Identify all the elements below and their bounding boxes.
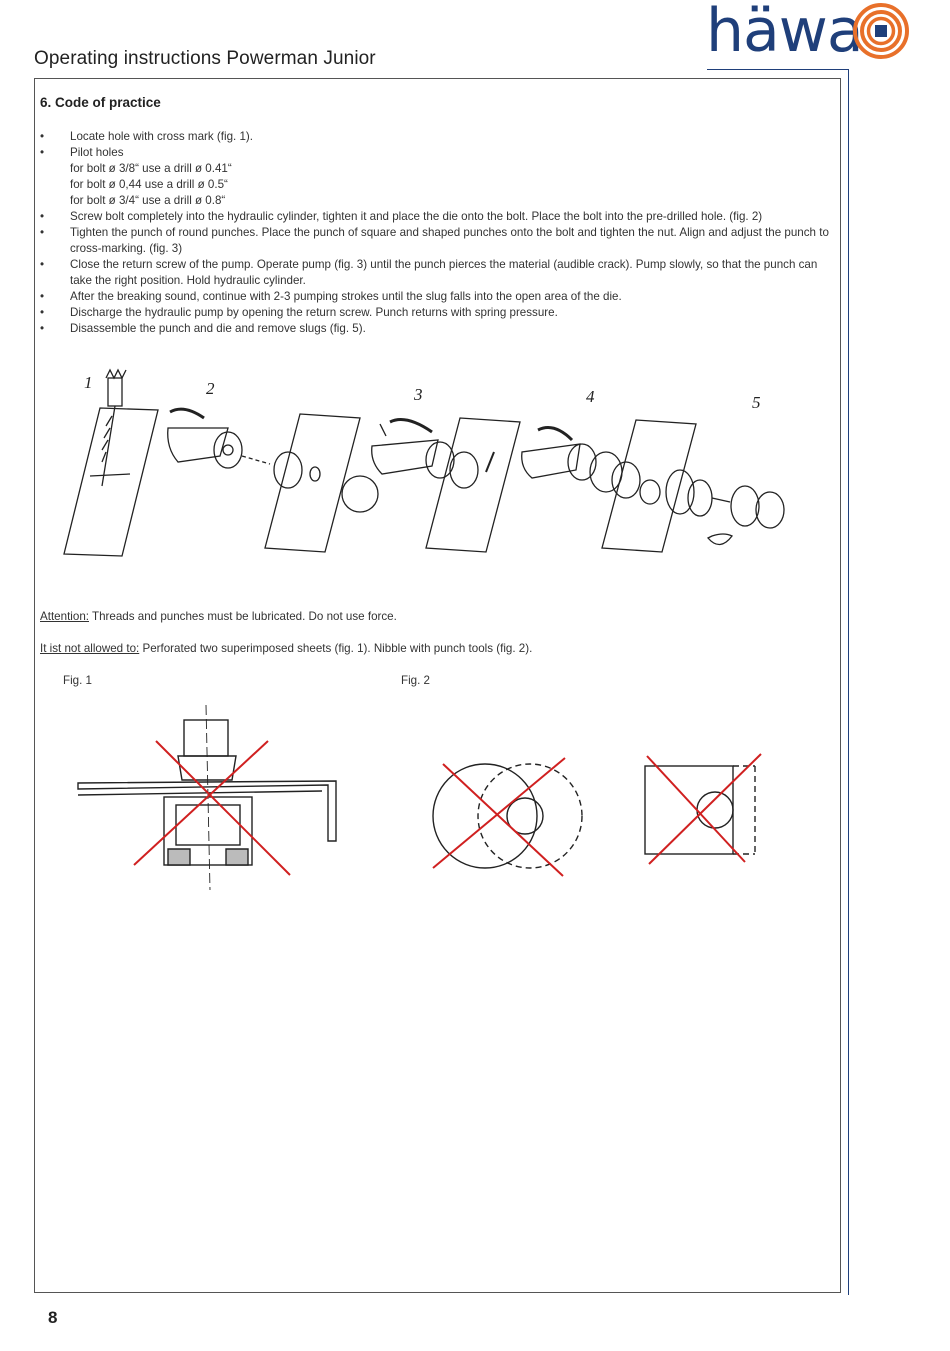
fig1-label: Fig. 1: [63, 674, 92, 687]
fig2-nibbling-diagram: [425, 750, 775, 885]
list-item-subline: for bolt ø 3/8“ use a drill ø 0.41“: [70, 162, 232, 175]
list-item: [40, 129, 840, 145]
list-item: [40, 225, 840, 257]
bullet-icon: •: [40, 290, 45, 303]
brand-logo: [706, 2, 911, 72]
drill-chuck-shape: [108, 378, 122, 406]
step-number-1: 1: [84, 373, 93, 392]
list-item-text: Close the return screw of the pump. Operate pump (fig. 3) until the punch pierces the material (audible crack). Pump slowly, so that the punch can take the right position. Hold hydraulic cylinder.: [70, 258, 818, 287]
list-item: [40, 257, 840, 289]
prohibited-cross-line: [134, 741, 268, 865]
list-item-subline: for bolt ø 0,44 use a drill ø 0.5“: [70, 178, 228, 191]
not-allowed-label: It ist not allowed to:: [40, 642, 140, 655]
bullet-icon: •: [40, 306, 45, 319]
fig1-superimposed-sheets-diagram: [72, 705, 352, 895]
bullet-icon: •: [40, 146, 45, 159]
step-number-2: 2: [206, 379, 215, 398]
frame-edge-line: [848, 70, 849, 1295]
list-item: [40, 305, 840, 321]
attention-note: [40, 610, 397, 623]
logo-wordmark: häwa: [706, 0, 863, 66]
bullet-icon: •: [40, 210, 45, 223]
list-item-subline: for bolt ø 3/4“ use a drill ø 0.8“: [70, 194, 226, 207]
bullet-icon: •: [40, 322, 45, 335]
attention-text: Threads and punches must be lubricated. Do not use force.: [89, 610, 397, 623]
list-item-text: After the breaking sound, continue with 2-3 pumping strokes until the slug falls into the open area of the die.: [70, 290, 622, 303]
not-allowed-note: [40, 642, 532, 655]
prohibited-cross-line: [443, 764, 563, 876]
list-item: [40, 321, 840, 337]
fig2-label: Fig. 2: [401, 674, 430, 687]
instruction-list: [40, 129, 840, 337]
step-number-4: 4: [586, 387, 595, 406]
step-number-5: 5: [752, 393, 761, 412]
prohibited-cross-line: [649, 754, 761, 864]
square-punch-outline: [645, 766, 733, 854]
list-item: [40, 289, 840, 305]
list-item-text: Disassemble the punch and die and remove slugs (fig. 5).: [70, 322, 366, 335]
punch-steps-illustration: [60, 366, 810, 566]
list-item-text: Tighten the punch of round punches. Place the punch of square and shaped punches onto the bolt and tighten the nut. Align and adjust the punch to cross-marking. (fig. 3): [70, 226, 829, 255]
not-allowed-text: Perforated two superimposed sheets (fig. 1). Nibble with punch tools (fig. 2).: [139, 642, 533, 655]
bullet-icon: •: [40, 130, 45, 143]
drill-teeth-shape: [106, 370, 126, 378]
attention-label: Attention:: [40, 610, 89, 623]
list-item-text: Discharge the hydraulic pump by opening the return screw. Punch returns with spring pressure.: [70, 306, 558, 319]
list-item-text: Screw bolt completely into the hydraulic cylinder, tighten it and place the die onto the bolt. Place the bolt into the pre-drilled hole. (fig. 2): [70, 210, 763, 223]
section-heading: 6. Code of practice: [40, 95, 161, 110]
page-number: 8: [48, 1308, 58, 1327]
cylinder-shape: [168, 428, 228, 462]
list-item-text: Locate hole with cross mark (fig. 1).: [70, 130, 253, 143]
list-item: [40, 209, 840, 225]
step-number-3: 3: [414, 385, 423, 404]
sheets-shape: [78, 781, 336, 841]
document-title: Operating instructions Powerman Junior: [34, 48, 376, 69]
prohibited-cross-line: [647, 756, 745, 862]
bullet-icon: •: [40, 226, 45, 239]
bullet-icon: •: [40, 258, 45, 271]
round-punch-outline: [433, 764, 537, 868]
list-item: [40, 145, 840, 161]
logo-concentric-square-icon: [852, 2, 910, 60]
list-item-text: Pilot holes: [70, 146, 124, 159]
logo-underline: [707, 69, 849, 70]
